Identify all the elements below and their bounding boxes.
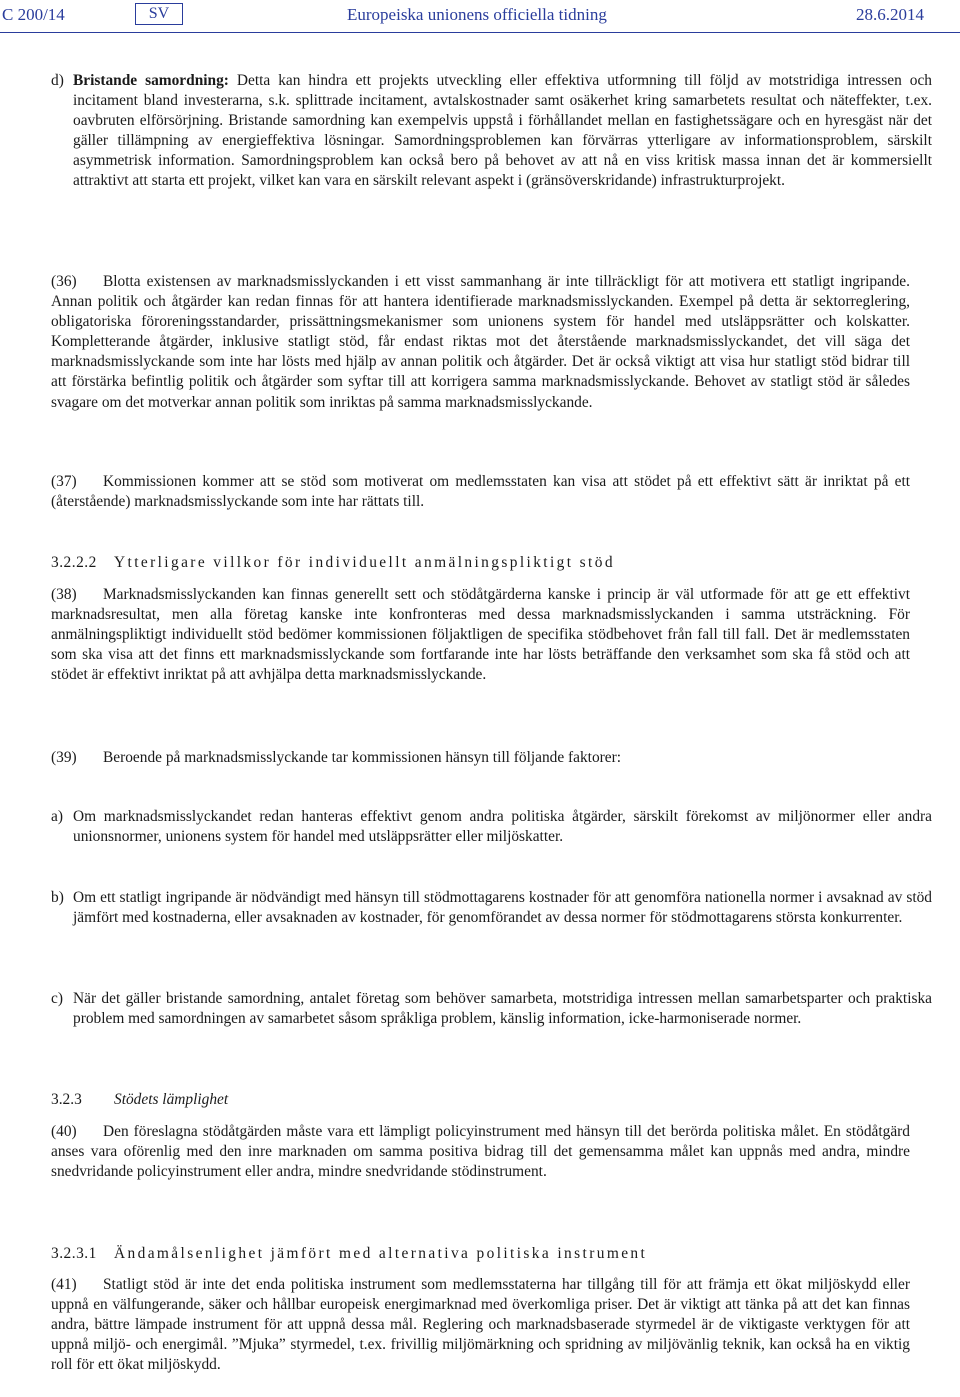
heading-3-2-3 bbox=[51, 1090, 910, 1110]
heading-3-2-3-1 bbox=[51, 1244, 910, 1264]
heading-number: 3.2.3 bbox=[51, 1091, 82, 1108]
paragraph-number: (41) bbox=[51, 1276, 77, 1293]
paragraph-text: Kommissionen kommer att se stöd som motiverat om medlemsstaten kan visa att stödet på ett effektivt sätt är inriktat på ett (återstående) marknadsmisslyckande som inte har rättats till. bbox=[51, 473, 910, 511]
item-letter: d) bbox=[51, 72, 64, 89]
paragraph-37 bbox=[51, 472, 910, 512]
paragraph-41 bbox=[51, 1275, 910, 1375]
item-letter: c) bbox=[51, 990, 63, 1007]
paragraph-38 bbox=[51, 585, 910, 685]
item-c bbox=[51, 989, 932, 1029]
paragraph-text: Den föreslagna stödåtgärden måste vara ett lämpligt policyinstrument med hänsyn till det berörda politiska målet. En stödåtgärd anses vara oförenlig med den inre marknaden om samma positiva bidrag till det gemensamma målet kan uppnås med andra, mindre snedvridande policyinstrument eller andra, mindre snedvridande stödinstrument. bbox=[51, 1123, 910, 1181]
paragraph-number: (40) bbox=[51, 1123, 77, 1140]
paragraph-number: (36) bbox=[51, 273, 77, 290]
heading-title: Stödets lämplighet bbox=[114, 1091, 229, 1108]
item-letter: b) bbox=[51, 889, 64, 906]
item-text: Om ett statligt ingripande är nödvändigt med hänsyn till stödmottagarens kostnader för att genomföra nationella normer i avsaknad av stöd jämfört med kostnaderna, eller avsaknaden av kostnader, för genomförandet av dessa normer för stödmottagarens största konkurrenter. bbox=[73, 889, 932, 927]
publication-date: 28.6.2014 bbox=[856, 5, 924, 24]
journal-title: Europeiska unionens officiella tidning bbox=[347, 5, 607, 24]
paragraph-text: Beroende på marknadsmisslyckande tar kommissionen hänsyn till följande faktorer: bbox=[103, 749, 622, 766]
paragraph-number: (37) bbox=[51, 473, 77, 490]
item-text: Om marknadsmisslyckandet redan hanteras effektivt genom andra politiska åtgärder, särskilt förekomst av miljönormer eller andra unionsnormer, unionens system för handel med utsläppsrätter eller miljöskatter. bbox=[73, 808, 932, 846]
item-d-text: Detta kan hindra ett projekts utveckling eller effektiva utformning till följd av motstridiga intressen och incitament bland investerarna, s.k. splittrade incitament, avtalskostnader samt osäkerhet kring samarbetets resultat och näteffekter, t.ex. oavbruten elförsörjning. Bristande samordning kan exempelvis uppstå i förhållandet mellan en fastighetssägare och en hyresgäst när det gäller tillämpning av energieffektiva lösningar. Samordningsproblemen kan förvärras ytterligare av informationsproblem, särskilt asymmetrisk information. Samordningsproblem kan också bero på behovet av att nå en viss kritisk massa innan det är kommersiellt attraktivt att starta ett projekt, vilket kan vara en särskilt relevant aspekt i (gränsöverskridande) infrastrukturprojekt. bbox=[73, 72, 932, 190]
journal-header bbox=[0, 3, 960, 29]
item-d bbox=[51, 71, 932, 192]
language-code-box: SV bbox=[135, 3, 183, 25]
heading-3-2-2-2 bbox=[51, 553, 910, 573]
heading-title: Ändamålsenlighet jämfört med alternativa politiska instrument bbox=[114, 1245, 648, 1262]
paragraph-39 bbox=[51, 748, 910, 768]
paragraph-36 bbox=[51, 272, 910, 413]
item-a bbox=[51, 807, 932, 847]
item-text: När det gäller bristande samordning, antalet företag som behöver samarbeta, motstridiga intressen mellan samarbetsparter och praktiska problem med samordningen av samarbetet såsom språkliga problem, känslig information, icke-harmoniserade normer. bbox=[73, 990, 932, 1028]
heading-title: Ytterligare villkor för individuellt anmälningspliktigt stöd bbox=[114, 554, 615, 571]
paragraph-number: (39) bbox=[51, 749, 77, 766]
heading-number: 3.2.2.2 bbox=[51, 554, 97, 571]
header-rule bbox=[0, 32, 960, 33]
paragraph-number: (38) bbox=[51, 586, 77, 603]
paragraph-40 bbox=[51, 1122, 910, 1182]
item-letter: a) bbox=[51, 808, 63, 825]
item-d-title: Bristande samordning: bbox=[73, 72, 229, 89]
paragraph-text: Statligt stöd är inte det enda politiska instrument som medlemsstaterna har tillgång till för att främja ett ökat miljöskydd eller uppnå en välfungerande, säker och hållbar europeisk energimarknad med överkomliga priser. Det är viktigt att tänka på att det kan finnas andra, bättre lämpade instrument för att uppnå dessa mål. Reglering och marknadsbaserade styrmedel är de viktigaste verktygen för att uppnå miljö- och energimål. ”Mjuka” styrmedel, t.ex. frivillig miljömärkning och spridning av miljövänlig teknik, kan också ha en viktig roll för ett ökat miljöskydd. bbox=[51, 1276, 910, 1374]
paragraph-text: Marknadsmisslyckanden kan finnas generellt sett och stödåtgärderna kanske i princip är väl utformade för att ge ett effektivt marknadsresultat, men alla företag kanske inte konfronteras med dessa marknadsmisslyckanden i samma utsträckning. För anmälningspliktigt individuellt stöd bedömer kommissionen följaktligen de specifika stödbehovet från fall till fall. Det är medlemsstaten som ska visa att det finns ett marknadsmisslyckande som fortfarande inte har lösts beträffande den verksamhet som ska få stöd och att stödet är effektivt inriktat på att avhjälpa detta marknadsmisslyckande. bbox=[51, 586, 910, 684]
journal-reference: C 200/14 bbox=[2, 5, 65, 24]
item-b bbox=[51, 888, 932, 928]
heading-number: 3.2.3.1 bbox=[51, 1245, 97, 1262]
paragraph-text: Blotta existensen av marknadsmisslyckanden i ett visst sammanhang är inte tillräckligt för att motivera ett statligt ingripande. Annan politik och åtgärder kan redan finnas för att hantera identifierade marknadsmisslyckanden. Exempel på detta är sektorreglering, obligatoriska föroreningsstandarder, prissättningsmekanismer som unionens system för handel med utsläppsrätter och kolskatter. Kompletterande åtgärder, inklusive statligt stöd, får endast riktas mot det återstående marknadsmisslyckandet, det vill säga det marknadsmisslyckande som inte har lösts med hjälp av annan politik och åtgärder. Det är också viktigt att visa hur statligt stöd bidrar till att förstärka befintlig politik och åtgärder som syftar till att korrigera samma marknadsmisslyckande. Behovet av statligt stöd är således svagare om det motverkar annan politik som inriktas på samma marknadsmisslyckande. bbox=[51, 273, 910, 411]
